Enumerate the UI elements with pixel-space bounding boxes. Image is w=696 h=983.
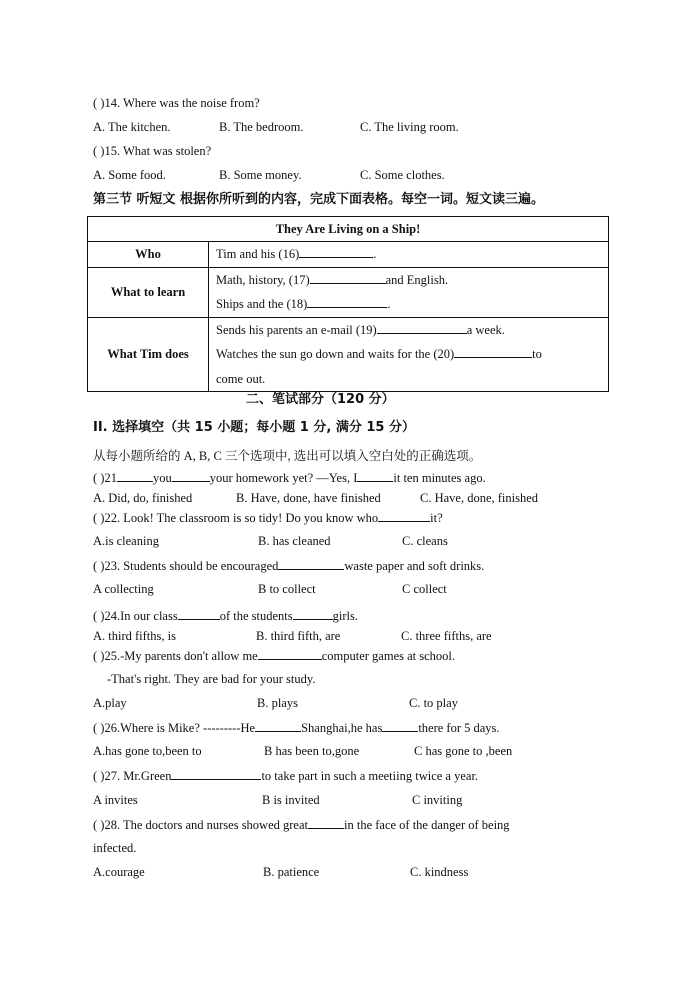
row-content-who: Tim and his (16) .	[209, 242, 609, 268]
row-label-who: Who	[88, 242, 209, 268]
q24-option-a[interactable]: A. third fifths, is	[93, 629, 176, 643]
part2-header: 二、笔试部分（120 分）	[246, 392, 395, 407]
q23-option-c[interactable]: C collect	[402, 582, 447, 596]
blank-17[interactable]	[310, 271, 386, 284]
q23-option-b[interactable]: B to collect	[258, 582, 316, 596]
q28-option-a[interactable]: A.courage	[93, 865, 145, 879]
q21-stem: ( )21 you your homework yet? —Yes, I it ten minutes ago.	[93, 471, 486, 485]
q21-option-b[interactable]: B. Have, done, have finished	[236, 491, 381, 505]
q26-option-c[interactable]: C has gone to ,been	[414, 744, 513, 758]
section2-title: II. 选择填空（共 15 小题；每小题 1 分, 满分 15 分）	[93, 420, 415, 435]
q23-stem: ( )23. Students should be encouraged waste paper and soft drinks.	[93, 559, 485, 573]
row-content-what-tim-does: Sends his parents an e-mail (19) a week. Watches the sun go down and waits for the (20) to come out.	[209, 317, 609, 392]
q22-option-c[interactable]: C. cleans	[402, 534, 448, 548]
q21-option-a[interactable]: A. Did, do, finished	[93, 491, 193, 505]
blank-16[interactable]	[299, 245, 373, 258]
q27-option-a[interactable]: A invites	[93, 793, 138, 807]
section2-instruction: 从每小题所给的 A, B, C 三个选项中, 选出可以填入空白处的正确选项。	[93, 449, 482, 463]
blank-20[interactable]	[454, 345, 532, 358]
q28-option-c[interactable]: C. kindness	[410, 865, 469, 879]
q22-stem: ( )22. Look! The classroom is so tidy! Do you know who it?	[93, 511, 443, 525]
q25-option-c[interactable]: C. to play	[409, 696, 458, 710]
q14-option-a[interactable]: A. The kitchen.	[93, 120, 171, 134]
q26-option-a[interactable]: A.has gone to,been to	[93, 744, 202, 758]
q14-option-b[interactable]: B. The bedroom.	[219, 120, 304, 134]
q27-stem: ( )27. Mr.Green to take part in such a meetiing twice a year.	[93, 769, 479, 783]
q24-option-b[interactable]: B. third fifth, are	[256, 629, 341, 643]
q15-option-b[interactable]: B. Some money.	[219, 168, 302, 182]
q15-stem: ( )15. What was stolen?	[93, 144, 212, 158]
q28-stem-continuation: infected.	[93, 841, 137, 855]
q28-stem: ( )28. The doctors and nurses showed great in the face of the danger of being	[93, 818, 510, 832]
q15-option-c[interactable]: C. Some clothes.	[360, 168, 445, 182]
q23-option-a[interactable]: A collecting	[93, 582, 154, 596]
q27-option-c[interactable]: C inviting	[412, 793, 463, 807]
q24-option-c[interactable]: C. three fifths, are	[401, 629, 492, 643]
q25-option-a[interactable]: A.play	[93, 696, 127, 710]
q25-option-b[interactable]: B. plays	[257, 696, 298, 710]
q14-option-c[interactable]: C. The living room.	[360, 120, 459, 134]
q27-option-b[interactable]: B is invited	[262, 793, 320, 807]
q25-reply: -That's right. They are bad for your study.	[107, 672, 316, 686]
q15-option-a[interactable]: A. Some food.	[93, 168, 166, 182]
q21-option-c[interactable]: C. Have, done, finished	[420, 491, 539, 505]
q22-option-b[interactable]: B. has cleaned	[258, 534, 331, 548]
table-title: They Are Living on a Ship!	[88, 217, 609, 242]
listening-table	[87, 216, 609, 392]
q22-option-a[interactable]: A.is cleaning	[93, 534, 159, 548]
q24-stem: ( )24.In our class of the students girls.	[93, 609, 358, 623]
q14-stem: ( )14. Where was the noise from?	[93, 96, 260, 110]
q28-option-b[interactable]: B. patience	[263, 865, 320, 879]
section3-header: 第三节 听短文 根据你所听到的内容，完成下面表格。每空一词。短文读三遍。	[93, 192, 545, 207]
q26-stem: ( )26.Where is Mike? ---------He Shanghai,he has there for 5 days.	[93, 721, 500, 735]
blank-18[interactable]	[307, 295, 387, 308]
row-label-what-tim-does: What Tim does	[88, 317, 209, 392]
row-content-what-to-learn: Math, history, (17) and English. Ships and the (18) .	[209, 267, 609, 317]
q25-stem: ( )25.-My parents don't allow me computer games at school.	[93, 649, 456, 663]
row-label-what-to-learn: What to learn	[88, 267, 209, 317]
blank-19[interactable]	[377, 321, 467, 334]
q26-option-b[interactable]: B has been to,gone	[264, 744, 360, 758]
